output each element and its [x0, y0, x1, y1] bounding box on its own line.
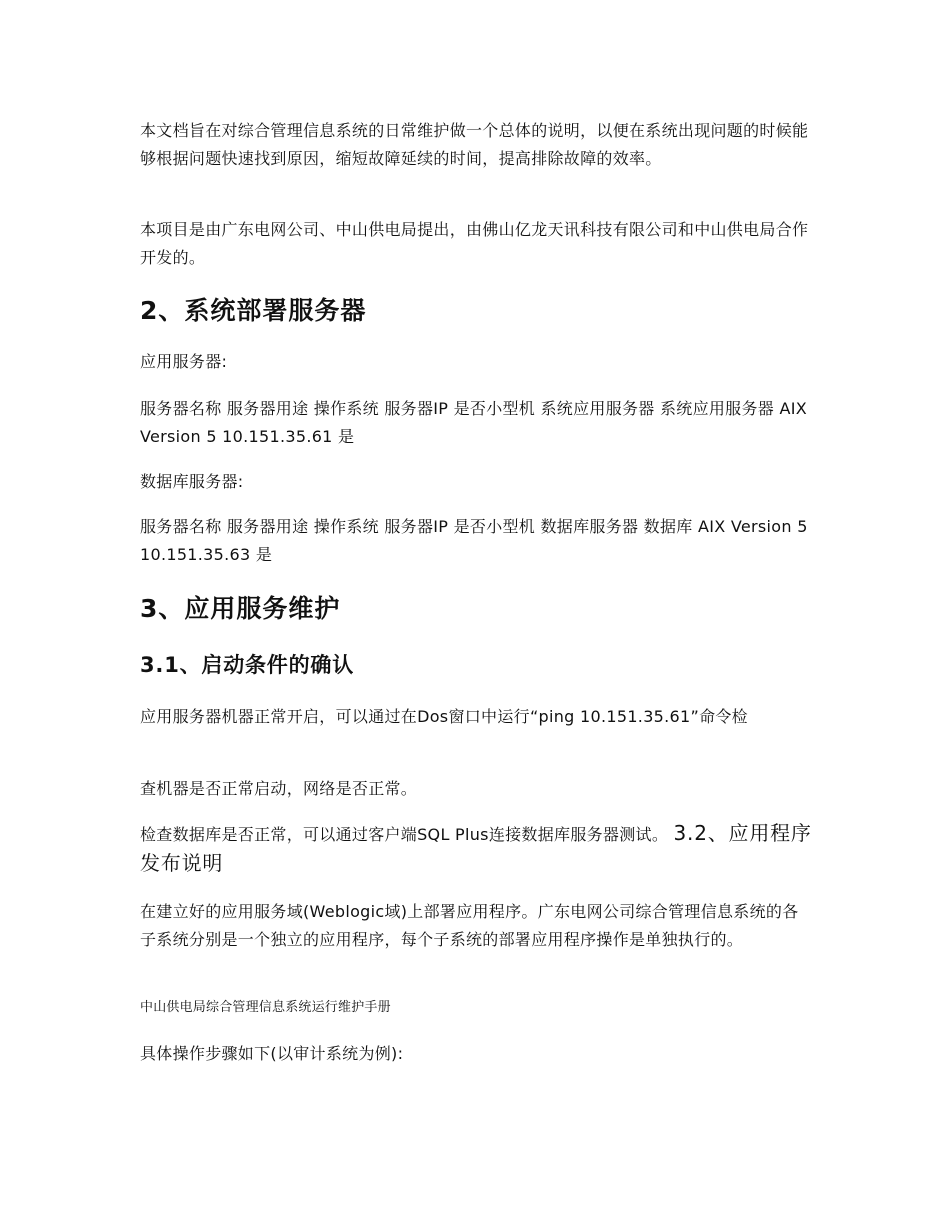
db-server-label: 数据库服务器:	[140, 472, 244, 491]
section-3-number: 3	[140, 594, 159, 623]
section-2-title: 、系统部署服务器	[158, 296, 367, 325]
app-server-label: 应用服务器:	[140, 352, 228, 371]
intro-project-paragraph: 本项目是由广东电网公司、中山供电局提出，由佛山亿龙天讯科技有限公司和中山供电局合作开发的。	[140, 220, 809, 267]
section-3-1-heading: 3.1、启动条件的确认	[140, 653, 355, 677]
section-3-heading	[140, 592, 812, 626]
intro-purpose-paragraph: 本文档旨在对综合管理信息系统的日常维护做一个总体的说明，以便在系统出现问题的时候能够根据问题快速找到原因，缩短故障延续的时间，提高排除故障的效率。	[140, 121, 809, 168]
db-server-table-row: 服务器名称 服务器用途 操作系统 服务器IP 是否小型机 数据库服务器 数据库 AIX Version 5 10.151.35.63 是	[140, 517, 808, 564]
check-db-paragraph	[140, 819, 812, 879]
manual-footer-text: 中山供电局综合管理信息系统运行维护手册	[140, 1000, 391, 1015]
section-3-title: 、应用服务维护	[158, 594, 341, 623]
check-network-paragraph: 查机器是否正常启动，网络是否正常。	[140, 779, 418, 798]
check-app-server-paragraph: 应用服务器机器正常开启，可以通过在Dos窗口中运行“ping 10.151.35.61”命令检	[140, 707, 748, 726]
steps-intro-paragraph: 具体操作步骤如下(以审计系统为例):	[140, 1044, 404, 1063]
deploy-desc-paragraph: 在建立好的应用服务域(Weblogic域)上部署应用程序。广东电网公司综合管理信息系统的各子系统分别是一个独立的应用程序，每个子系统的部署应用程序操作是单独执行的。	[140, 902, 799, 949]
app-server-table-row: 服务器名称 服务器用途 操作系统 服务器IP 是否小型机 系统应用服务器 系统应用服务器 AIX Version 5 10.151.35.61 是	[140, 399, 807, 446]
section-3-2-heading: 3.2、应用程序发布说明	[140, 821, 812, 875]
section-2-heading	[140, 294, 812, 328]
section-2-number: 2	[140, 296, 159, 325]
check-db-text: 检查数据库是否正常，可以通过客户端SQL Plus连接数据库服务器测试。	[140, 825, 669, 844]
